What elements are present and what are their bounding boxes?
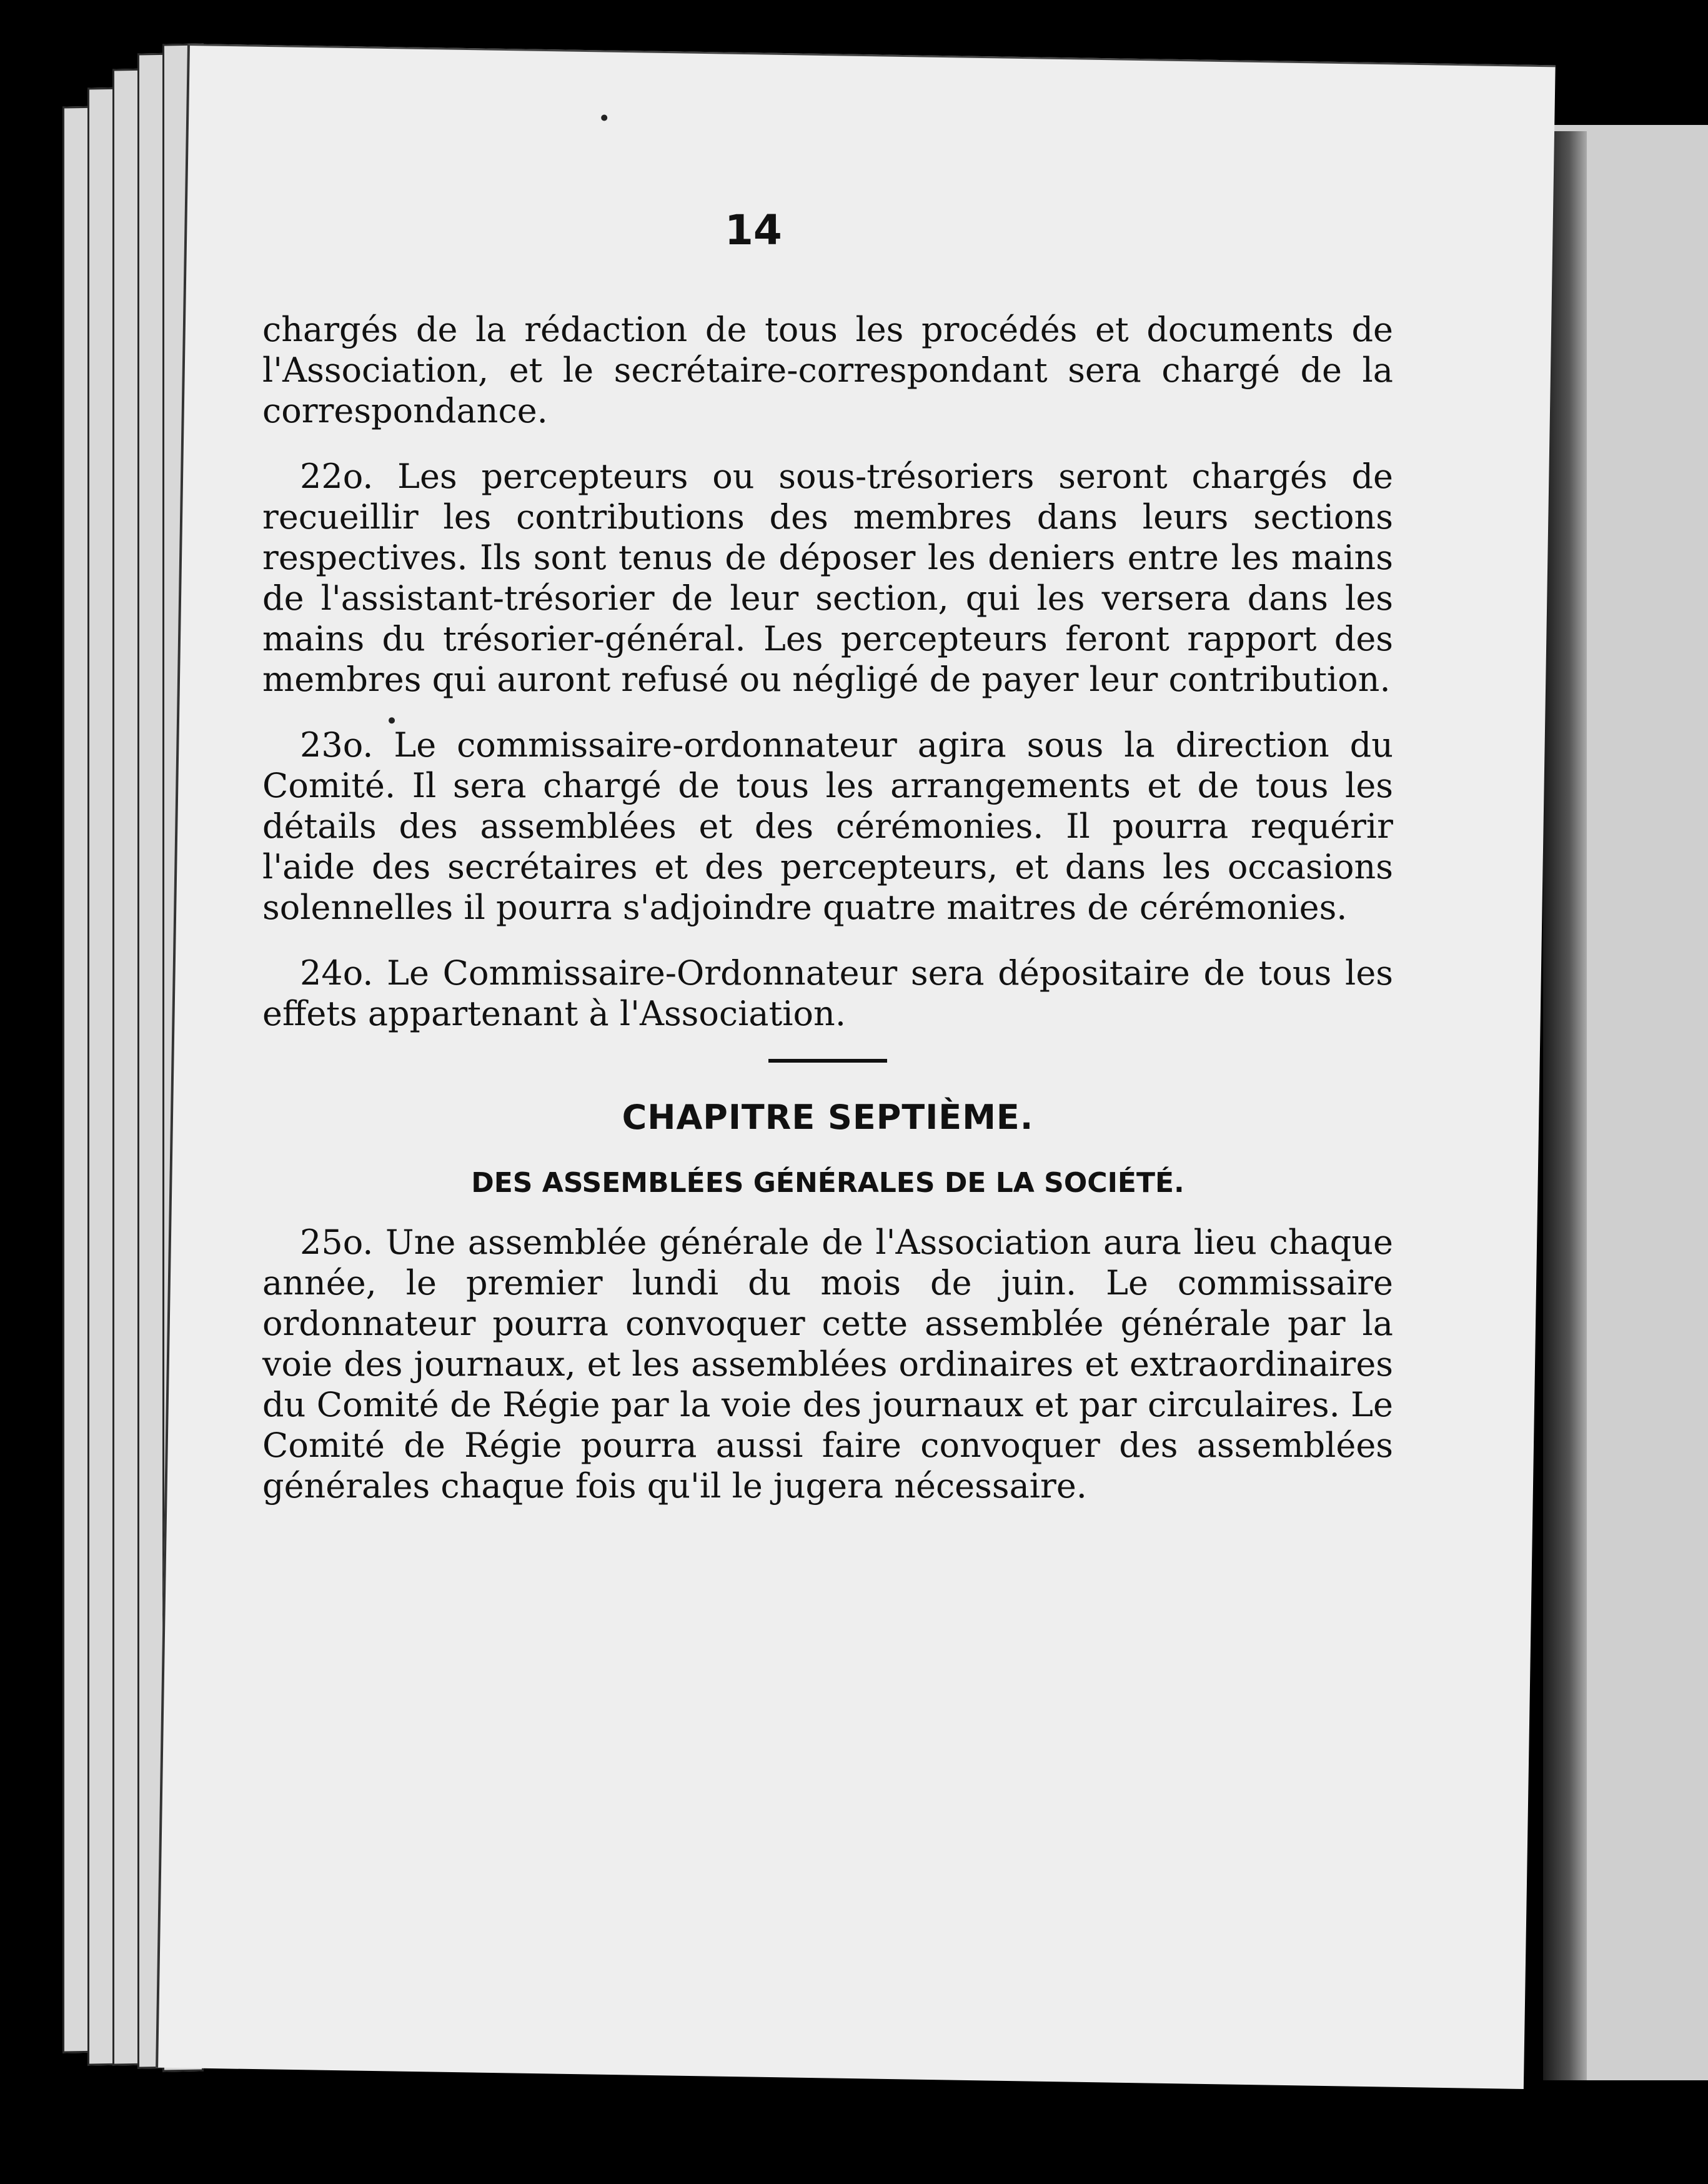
paragraph-25: 25o. Une assemblée générale de l'Association aura lieu chaque année, le premier lundi du mois de juin. Le commissaire ordonnateur pourra convoquer cette assemblée générale par la voie des journaux, et les assemblées ordinaires et extraordinaires du Comité de Régie par la voie des journaux et par circulaires. Le Comité de Régie pourra aussi faire convoquer des assemblées générales chaque fois qu'il le jugera nécessaire. — [262, 1223, 1393, 1506]
paragraph-24: 24o. Le Commissaire-Ordonnateur sera dépositaire de tous les effets appartenant à l'Association. — [262, 953, 1393, 1033]
paragraph-23: 23o. Le commissaire-ordonnateur agira sous la direction du Comité. Il sera chargé de tous les arrangements et de tous les détails des assemblées et des cérémonies. Il pourra requérir l'aide des secrétaires et des percepteurs, et dans les occasions solennelles il pourra s'adjoindre quatre maitres de cérémonies. — [262, 725, 1393, 927]
chapter-subtitle: DES ASSEMBLÉES GÉNÉRALES DE LA SOCIÉTÉ. — [471, 1167, 1184, 1199]
paragraph-22: 22o. Les percepteurs ou sous-trésoriers seront chargés de recueillir les contributions des membres dans leurs sections respectives. Ils sont tenus de déposer les deniers entre les mains de l'assistant-trésorier de leur section, qui les versera dans les mains du trésorier-général. Les percepteurs feront rapport des membres qui auront refusé ou négligé de payer leur contribution. — [262, 457, 1393, 699]
paragraph-21-continued: chargés de la rédaction de tous les procédés et documents de l'Association, et le secrétaire-correspondant sera chargé de la correspondance. — [262, 310, 1393, 430]
chapter-title: CHAPITRE SEPTIÈME. — [622, 1098, 1034, 1137]
ink-speck — [601, 114, 607, 121]
page-content — [262, 309, 1393, 1531]
section-divider — [768, 1059, 887, 1063]
page-number: 14 — [725, 206, 782, 254]
